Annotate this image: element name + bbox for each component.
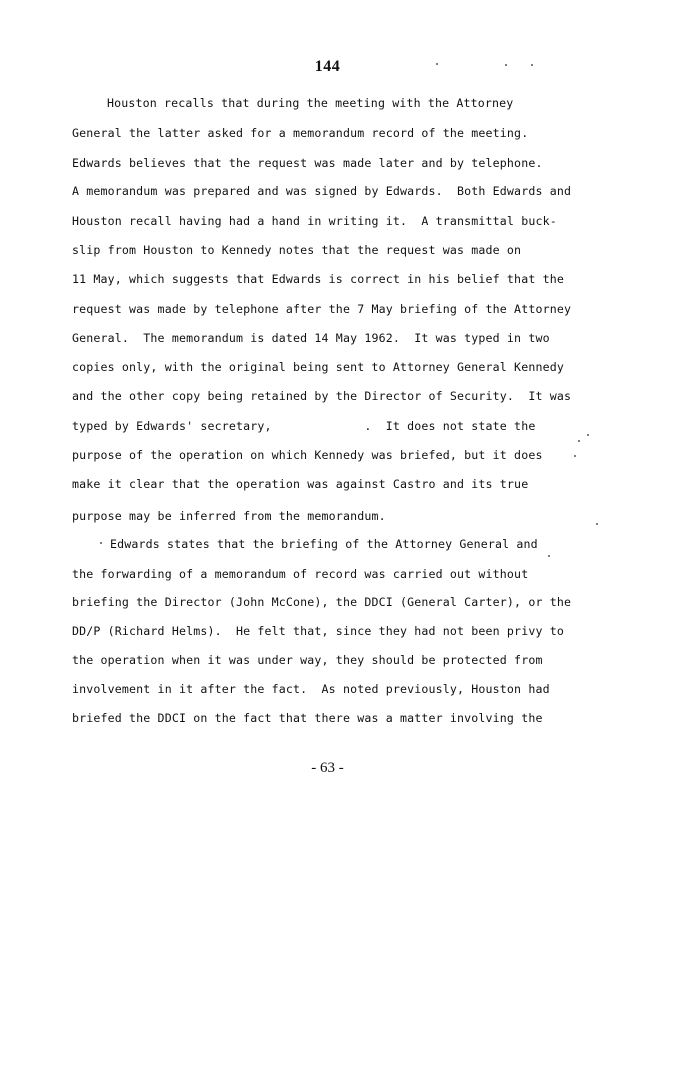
- text-line: Houston recalls that during the meeting with the Attorney: [107, 96, 514, 110]
- text-line: make it clear that the operation was against Castro and its true: [72, 477, 529, 491]
- text-line: request was made by telephone after the 7 May briefing of the Attorney: [72, 302, 572, 316]
- scan-speck: [596, 523, 598, 525]
- text-line: briefed the DDCI on the fact that there was a matter involving the: [72, 711, 543, 725]
- scan-speck: [436, 63, 438, 65]
- text-line: General. The memorandum is dated 14 May 1962. It was typed in two: [72, 331, 550, 345]
- text-line: Edwards states that the briefing of the Attorney General and: [110, 537, 538, 551]
- text-line: copies only, with the original being sent to Attorney General Kennedy: [72, 360, 564, 374]
- text-line: the operation when it was under way, they should be protected from: [72, 653, 543, 667]
- text-line: General the latter asked for a memorandum record of the meeting.: [72, 126, 529, 140]
- page-number-header: 144: [314, 58, 341, 75]
- text-line: Houston recall having had a hand in writing it. A transmittal buck-: [72, 214, 557, 228]
- text-line: purpose of the operation on which Kennedy was briefed, but it does: [72, 448, 543, 462]
- page-number-footer: - 63 -: [311, 760, 344, 776]
- text-line: purpose may be inferred from the memorandum.: [72, 509, 386, 523]
- scan-speck: [531, 64, 533, 66]
- text-line: A memorandum was prepared and was signed by Edwards. Both Edwards and: [72, 184, 572, 198]
- text-line: the forwarding of a memorandum of record was carried out without: [72, 567, 529, 581]
- scan-speck: [505, 64, 507, 66]
- text-line: typed by Edwards' secretary, . It does not state the: [72, 419, 536, 433]
- scan-speck: [578, 440, 580, 442]
- text-line: 11 May, which suggests that Edwards is correct in his belief that the: [72, 272, 564, 286]
- scan-speck: [574, 455, 576, 457]
- scan-speck: [548, 555, 550, 557]
- text-line: slip from Houston to Kennedy notes that the request was made on: [72, 243, 522, 257]
- scan-speck: [100, 542, 102, 544]
- text-line: briefing the Director (John McCone), the DDCI (General Carter), or the: [72, 595, 572, 609]
- text-line: Edwards believes that the request was made later and by telephone.: [72, 156, 543, 170]
- scan-speck: [587, 434, 589, 436]
- text-line: involvement in it after the fact. As noted previously, Houston had: [72, 682, 550, 696]
- text-line: and the other copy being retained by the Director of Security. It was: [72, 389, 572, 403]
- text-line: DD/P (Richard Helms). He felt that, since they had not been privy to: [72, 624, 564, 638]
